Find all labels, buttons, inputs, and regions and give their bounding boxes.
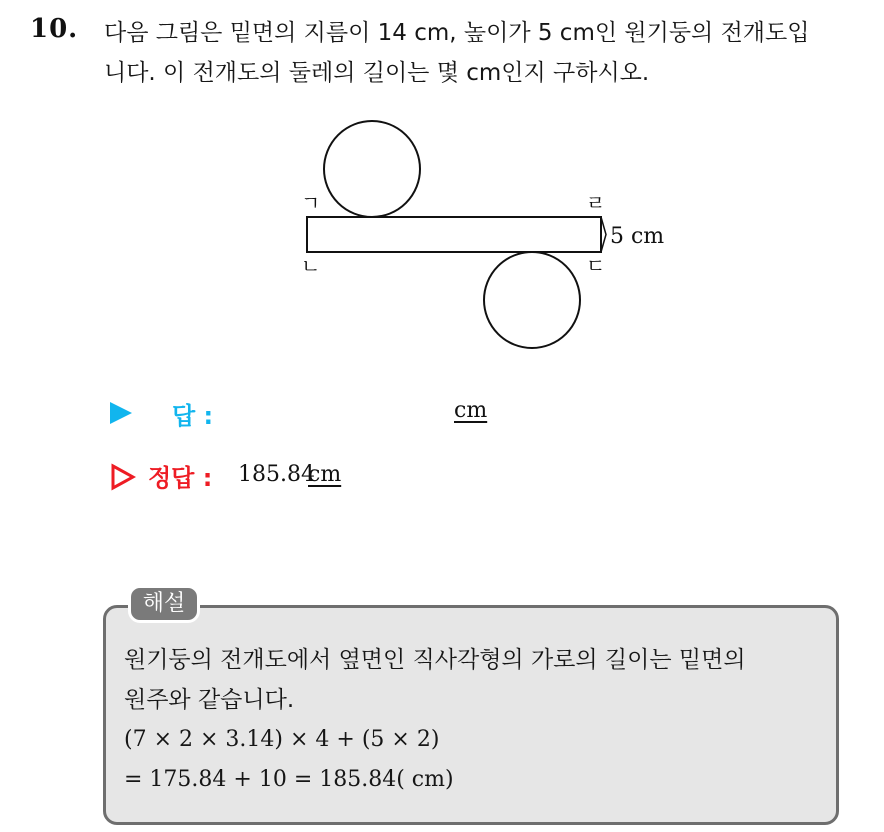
answer-unit: cm <box>454 398 488 423</box>
explanation-line-1: 원기둥의 전개도에서 옆면인 직사각형의 가로의 길이는 밑면의 <box>124 647 746 673</box>
top-circle <box>324 121 420 217</box>
explanation-math-line-2: = 175.84 + 10 = 185.84( cm) <box>124 767 454 792</box>
label-top-right: ㄹ <box>586 191 606 215</box>
explanation-line-2: 원주와 같습니다. <box>124 687 295 713</box>
label-bottom-right: ㄷ <box>586 254 606 278</box>
outline-triangle-icon <box>110 463 136 491</box>
side-rectangle <box>307 217 601 252</box>
bottom-circle <box>484 252 580 348</box>
correct-answer-unit: cm <box>308 462 342 487</box>
question-line-2: 니다. 이 전개도의 둘레의 길이는 몇 cm인지 구하시오. <box>104 60 650 86</box>
cylinder-net-figure <box>290 120 690 360</box>
correct-answer-value: 185.84 <box>238 462 315 487</box>
explanation-text <box>124 640 824 800</box>
question-line-1: 다음 그림은 밑면의 지름이 14 cm, 높이가 5 cm인 원기둥의 전개도입 <box>104 20 810 46</box>
correct-answer-label: 정답 : <box>148 464 213 492</box>
question-number: 10. <box>30 14 79 44</box>
solid-triangle-icon <box>110 402 132 424</box>
question-text <box>104 13 874 93</box>
label-height: 5 cm <box>610 224 665 249</box>
answer-label: 답 : <box>172 402 214 430</box>
explanation-tag: 해설 <box>128 585 200 623</box>
label-top-left: ㄱ <box>301 191 321 215</box>
answer-row <box>110 396 610 432</box>
explanation-math-line-1: (7 × 2 × 3.14) × 4 + (5 × 2) <box>124 727 440 752</box>
label-bottom-left: ㄴ <box>301 254 321 278</box>
correct-answer-row <box>110 458 610 498</box>
